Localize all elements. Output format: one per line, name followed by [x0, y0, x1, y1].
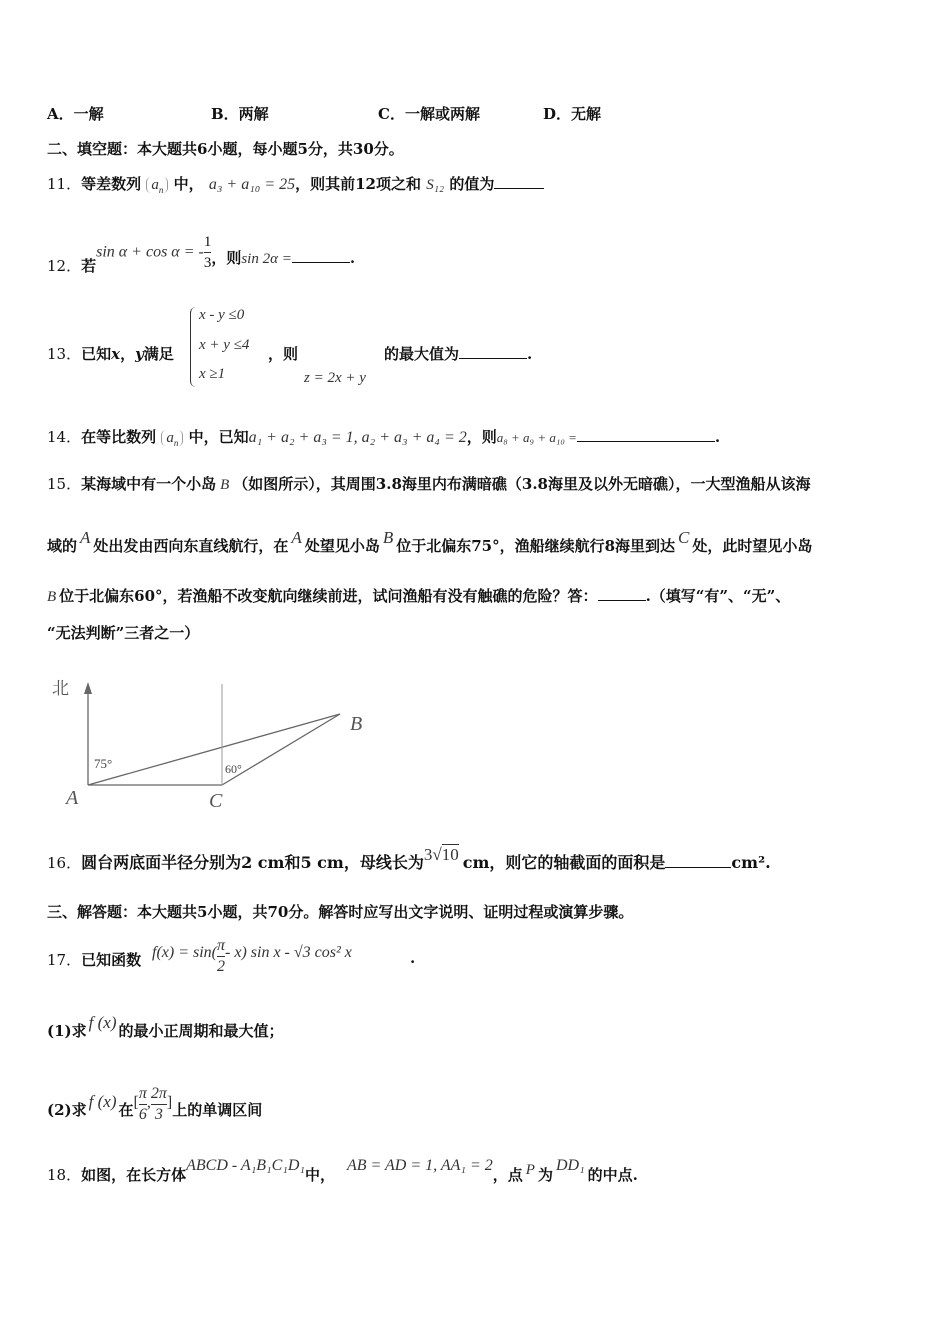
question-13: [47, 343, 174, 364]
q13-sep: ，: [120, 345, 136, 363]
q15-number: 15．: [47, 475, 82, 493]
q15-line-4: “无法判断”三者之一）: [47, 624, 200, 642]
q13-answer-blank[interactable]: [459, 344, 527, 359]
q12-text: 若: [81, 256, 97, 275]
q15-point-c: C: [678, 528, 690, 547]
q11-text-3: ，则其前12项之和: [295, 175, 421, 193]
q12-answer-blank[interactable]: [292, 248, 350, 263]
option-a: A．一解: [47, 105, 104, 123]
q11-condition: a₃ + a₁₀ = 25: [208, 176, 296, 193]
option-d: D．无解: [543, 105, 602, 123]
q15-line-3: B 位于北偏东60°，若渔船不改变航向继续前进，试问渔船有没有触礁的危险？答： .（填写“有”、“无”、: [47, 587, 791, 605]
q14-period: .: [714, 428, 721, 446]
option-c: C．一解或两解: [378, 105, 480, 123]
q13-constraint-1: x - y ≤0: [199, 307, 245, 323]
q15-point-b-3: B: [47, 589, 57, 605]
q18-condition: AB = AD = 1, AA₁ = 2: [346, 1157, 493, 1174]
q13-constraint-3: x ≥1: [199, 366, 226, 382]
q16-number: 16．: [47, 854, 82, 872]
q14-number: 14．: [47, 428, 82, 446]
q12-target: sin 2α =: [241, 250, 292, 267]
question-18: 18．如图，在长方体ABCD - A₁B₁C₁D₁中，AB = AD = 1, AA₁ = 2，点 P 为DD₁的中点.: [47, 1157, 638, 1184]
q13-then: ，则: [268, 345, 299, 363]
angle-75-label: 75°: [94, 756, 113, 771]
q13-var-y: y: [135, 345, 144, 363]
q13-var-x: x: [111, 345, 121, 363]
q17-p1-f: f (x): [88, 1013, 117, 1032]
q11-number: 11．: [47, 175, 82, 193]
q14-sequence: $a_n$: [161, 430, 183, 446]
q13-objective: z = 2x + y: [304, 370, 366, 386]
q12-fraction: $\frac{1}{3}$: [203, 234, 212, 271]
q17-part-2: (2)求 f (x) 在[ $\frac{\pi}{6}$ , $\frac{2\pi}{3}$ ]上的单调区间: [47, 1085, 263, 1123]
q11-text-2: 中，: [173, 175, 204, 193]
q14-condition: a₁ + a₂ + a₃ = 1, a₂ + a₃ + a₄ = 2: [248, 429, 467, 446]
q12-expression: sin α + cos α = -: [96, 243, 204, 261]
question-16: 16．圆台两底面半径分别为2 cm和5 cm，母线长为3√10 cm，则它的轴截面的面积是 cm².: [47, 845, 771, 872]
section-3-heading: 三、解答题：本大题共5小题，共70分。解答时应写出文字说明、证明过程或演算步骤。: [47, 903, 634, 921]
q15-point-b-2: B: [382, 528, 394, 547]
q15-figure: [50, 672, 380, 812]
q14-target: a₈ + a₉ + a₁₀ =: [496, 430, 577, 445]
question-12: [47, 232, 355, 273]
q11-text: 等差数列: [81, 175, 142, 193]
q13-system-brace: [190, 307, 196, 387]
question-11: [47, 173, 544, 195]
q18-dd1: DD₁: [555, 1157, 585, 1174]
angle-60-label: 60°: [225, 762, 242, 776]
q12-number: 12．: [47, 256, 82, 275]
q15-point-b: B: [220, 477, 230, 493]
north-arrow-head: [84, 682, 92, 694]
q17-period: .: [410, 949, 416, 967]
q12-text-2: ，则: [211, 248, 242, 267]
question-17: 17．已知函数: [47, 951, 142, 969]
q13-text: 已知: [81, 345, 112, 363]
q15-point-a-2: A: [291, 528, 302, 547]
q14-text: 在等比数列: [81, 428, 157, 446]
point-a-label: A: [66, 787, 79, 809]
q16-radical: 3√10: [423, 845, 459, 864]
q15-point-a: A: [80, 528, 91, 547]
q13-number: 13．: [47, 345, 82, 363]
point-b-label: B: [350, 713, 363, 735]
q17-p2-f: f (x): [88, 1092, 117, 1111]
q13-text-2: 满足: [143, 345, 174, 363]
q17-part-1: (1)求 f (x) 的最小正周期和最大值；: [47, 1013, 284, 1040]
q13-ask: 的最大值为 .: [384, 345, 533, 363]
q17-function: f(x) = sin( $\frac{\pi}{2}$ - x) sin x - √3 cos² x: [152, 937, 352, 975]
north-label: 北: [52, 679, 69, 699]
q18-number: 18．: [47, 1166, 82, 1184]
q11-text-4: 的值为: [449, 175, 495, 193]
q14-text-2: 中，已知: [188, 428, 249, 446]
q11-sum: S₁₂: [426, 177, 445, 193]
q17-number: 17．: [47, 951, 82, 969]
section-2-heading: 二、填空题：本大题共6小题，每小题5分，共30分。: [47, 140, 404, 158]
option-b: B．两解: [211, 105, 269, 123]
q16-answer-blank[interactable]: [665, 853, 731, 868]
q11-sequence: $a_n$: [146, 177, 168, 193]
q15-line-1: 15．某海域中有一个小岛 B （如图所示），其周围3.8海里内布满暗礁（3.8海里及以外无暗礁），一大型渔船从该海: [47, 475, 811, 493]
q13-constraint-2: x + y ≤4: [199, 337, 250, 353]
q14-text-3: ，则: [466, 428, 497, 446]
q12-period: .: [349, 248, 356, 267]
q18-solid: ABCD - A₁B₁C₁D₁: [186, 1157, 305, 1174]
q11-answer-blank[interactable]: [494, 174, 544, 189]
question-14: [47, 426, 720, 448]
q18-point-p: P: [525, 1162, 535, 1178]
q17-interval: [ $\frac{\pi}{6}$ , $\frac{2\pi}{3}$ ]: [133, 1085, 173, 1123]
q14-answer-blank[interactable]: [577, 427, 715, 442]
q15-answer-blank[interactable]: [598, 586, 646, 601]
q15-line-2: 域的 A 处出发由西向东直线航行，在 A 处望见小岛 B 位于北偏东75°，渔船继续航行8海里到达 C 处，此时望见小岛: [47, 528, 813, 555]
line-ab: [88, 714, 340, 785]
point-c-label: C: [209, 790, 223, 812]
